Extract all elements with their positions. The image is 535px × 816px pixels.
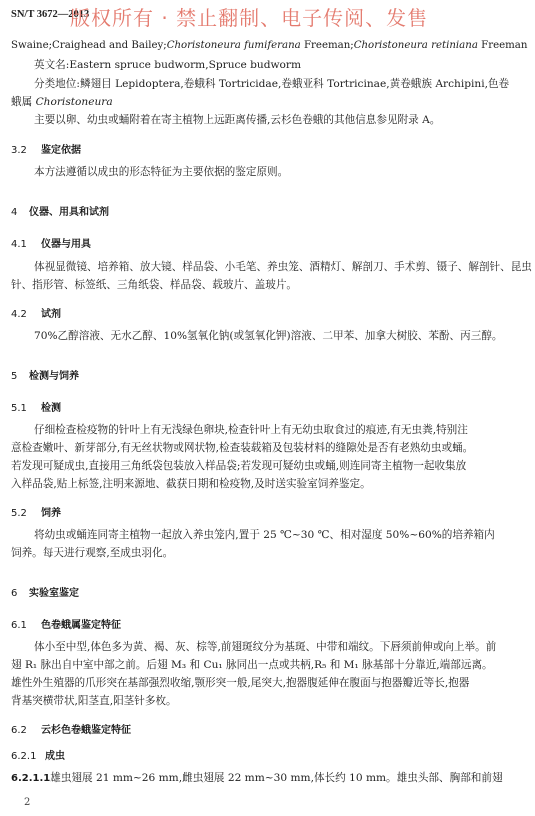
body-line: Swaine;Craighead and Bailey;Choristoneura fumiferana Freeman;Choristoneura retiniana Freeman — [11, 40, 528, 51]
section-heading: 6.1 色卷蛾属鉴定特征 — [11, 620, 121, 631]
body-line: 饲养。每天进行观察,至成虫羽化。 — [11, 547, 174, 559]
section-heading: 5 检测与饲养 — [11, 371, 79, 382]
section-heading: 3.2 鉴定依据 — [11, 145, 81, 156]
section-heading: 6.2 云杉色卷蛾鉴定特征 — [11, 725, 131, 736]
section-heading: 4 仪器、用具和试剂 — [11, 207, 109, 218]
copyright-watermark: 版权所有 · 禁止翻制、电子传阅、发售 — [70, 6, 429, 30]
body-line: 本方法遵循以成虫的形态特征为主要依据的鉴定原则。 — [34, 166, 289, 178]
body-line: 蛾属 Choristoneura — [11, 96, 113, 108]
section-heading: 5.1 检测 — [11, 403, 61, 414]
body-line: 意检查嫩叶、新芽部分,有无丝状物或网状物,检查装载箱及包装材料的缝隙处是否有老熟幼虫或蛹。 — [11, 442, 474, 454]
body-line: 针、指形管、标签纸、三角纸袋、样品袋、载玻片、盖玻片。 — [11, 279, 298, 291]
body-line: 英文名:Eastern spruce budworm,Spruce budworm — [34, 59, 302, 71]
body-line: 背基突横带状,阳茎直,阳茎针多枚。 — [11, 695, 177, 707]
body-line: 雄性外生殖器的爪形突在基部强烈收缩,颚形突一般,尾突大,抱器腹延伸在腹面与抱器瓣近等长,抱器 — [11, 677, 470, 689]
body-line: 仔细检查检疫物的针叶上有无浅绿色卵块,检查针叶上有无幼虫取食过的痕迹,有无虫粪,特别注 — [34, 424, 468, 436]
body-line: 体视显微镜、培养箱、放大镜、样品袋、小毛笔、养虫笼、酒精灯、解剖刀、手术剪、镊子、解剖针、昆虫 — [34, 261, 532, 273]
body-line: 入样品袋,贴上标签,注明来源地、截获日期和检疫物,及时送实验室饲养鉴定。 — [11, 478, 371, 490]
body-line: 翅 R₁ 脉出自中室中部之前。后翅 M₃ 和 Cu₁ 脉同出一点或共柄,R₅ 和 M₁ 脉基部十分靠近,端部远离。 — [11, 659, 493, 671]
section-heading: 4.2 试剂 — [11, 309, 61, 320]
body-line: 体小至中型,体色多为黄、褐、灰、棕等,前翅斑纹分为基斑、中带和端纹。下唇须前伸或向上举。前 — [34, 641, 497, 653]
standard-code: SN/T 3672—2013 — [11, 9, 90, 20]
page-number: 2 — [24, 797, 31, 808]
section-heading: 4.1 仪器与用具 — [11, 239, 91, 250]
section-heading: 5.2 饲养 — [11, 508, 61, 519]
section-heading: 6.2.1 成虫 — [11, 751, 65, 762]
body-line: 70%乙醇溶液、无水乙醇、10%氢氧化钠(或氢氧化钾)溶液、二甲苯、加拿大树胶、苯酚、丙三醇。 — [34, 330, 503, 342]
body-line: 若发现可疑成虫,直接用三角纸袋包装放入样品袋;若发现可疑幼虫或蛹,则连同寄主植物一起收集放 — [11, 460, 467, 472]
body-line: 主要以卵、幼虫或蛹附着在寄主植物上远距离传播,云杉色卷蛾的其他信息参见附录 A。 — [34, 114, 441, 126]
body-line: 将幼虫或蛹连同寄主植物一起放入养虫笼内,置于 25 ℃~30 ℃、相对湿度 50%~60%的培养箱内 — [34, 529, 495, 541]
section-heading: 6 实验室鉴定 — [11, 588, 79, 599]
body-line: 分类地位:鳞翅目 Lepidoptera,卷蛾科 Tortricidae,卷蛾亚科 Tortricinae,黄卷蛾族 Archipini,色卷 — [34, 78, 510, 90]
body-line: 6.2.1.1雄虫翅展 21 mm~26 mm,雌虫翅展 22 mm~30 mm,体长约 10 mm。雄虫头部、胸部和前翅 — [11, 772, 503, 784]
